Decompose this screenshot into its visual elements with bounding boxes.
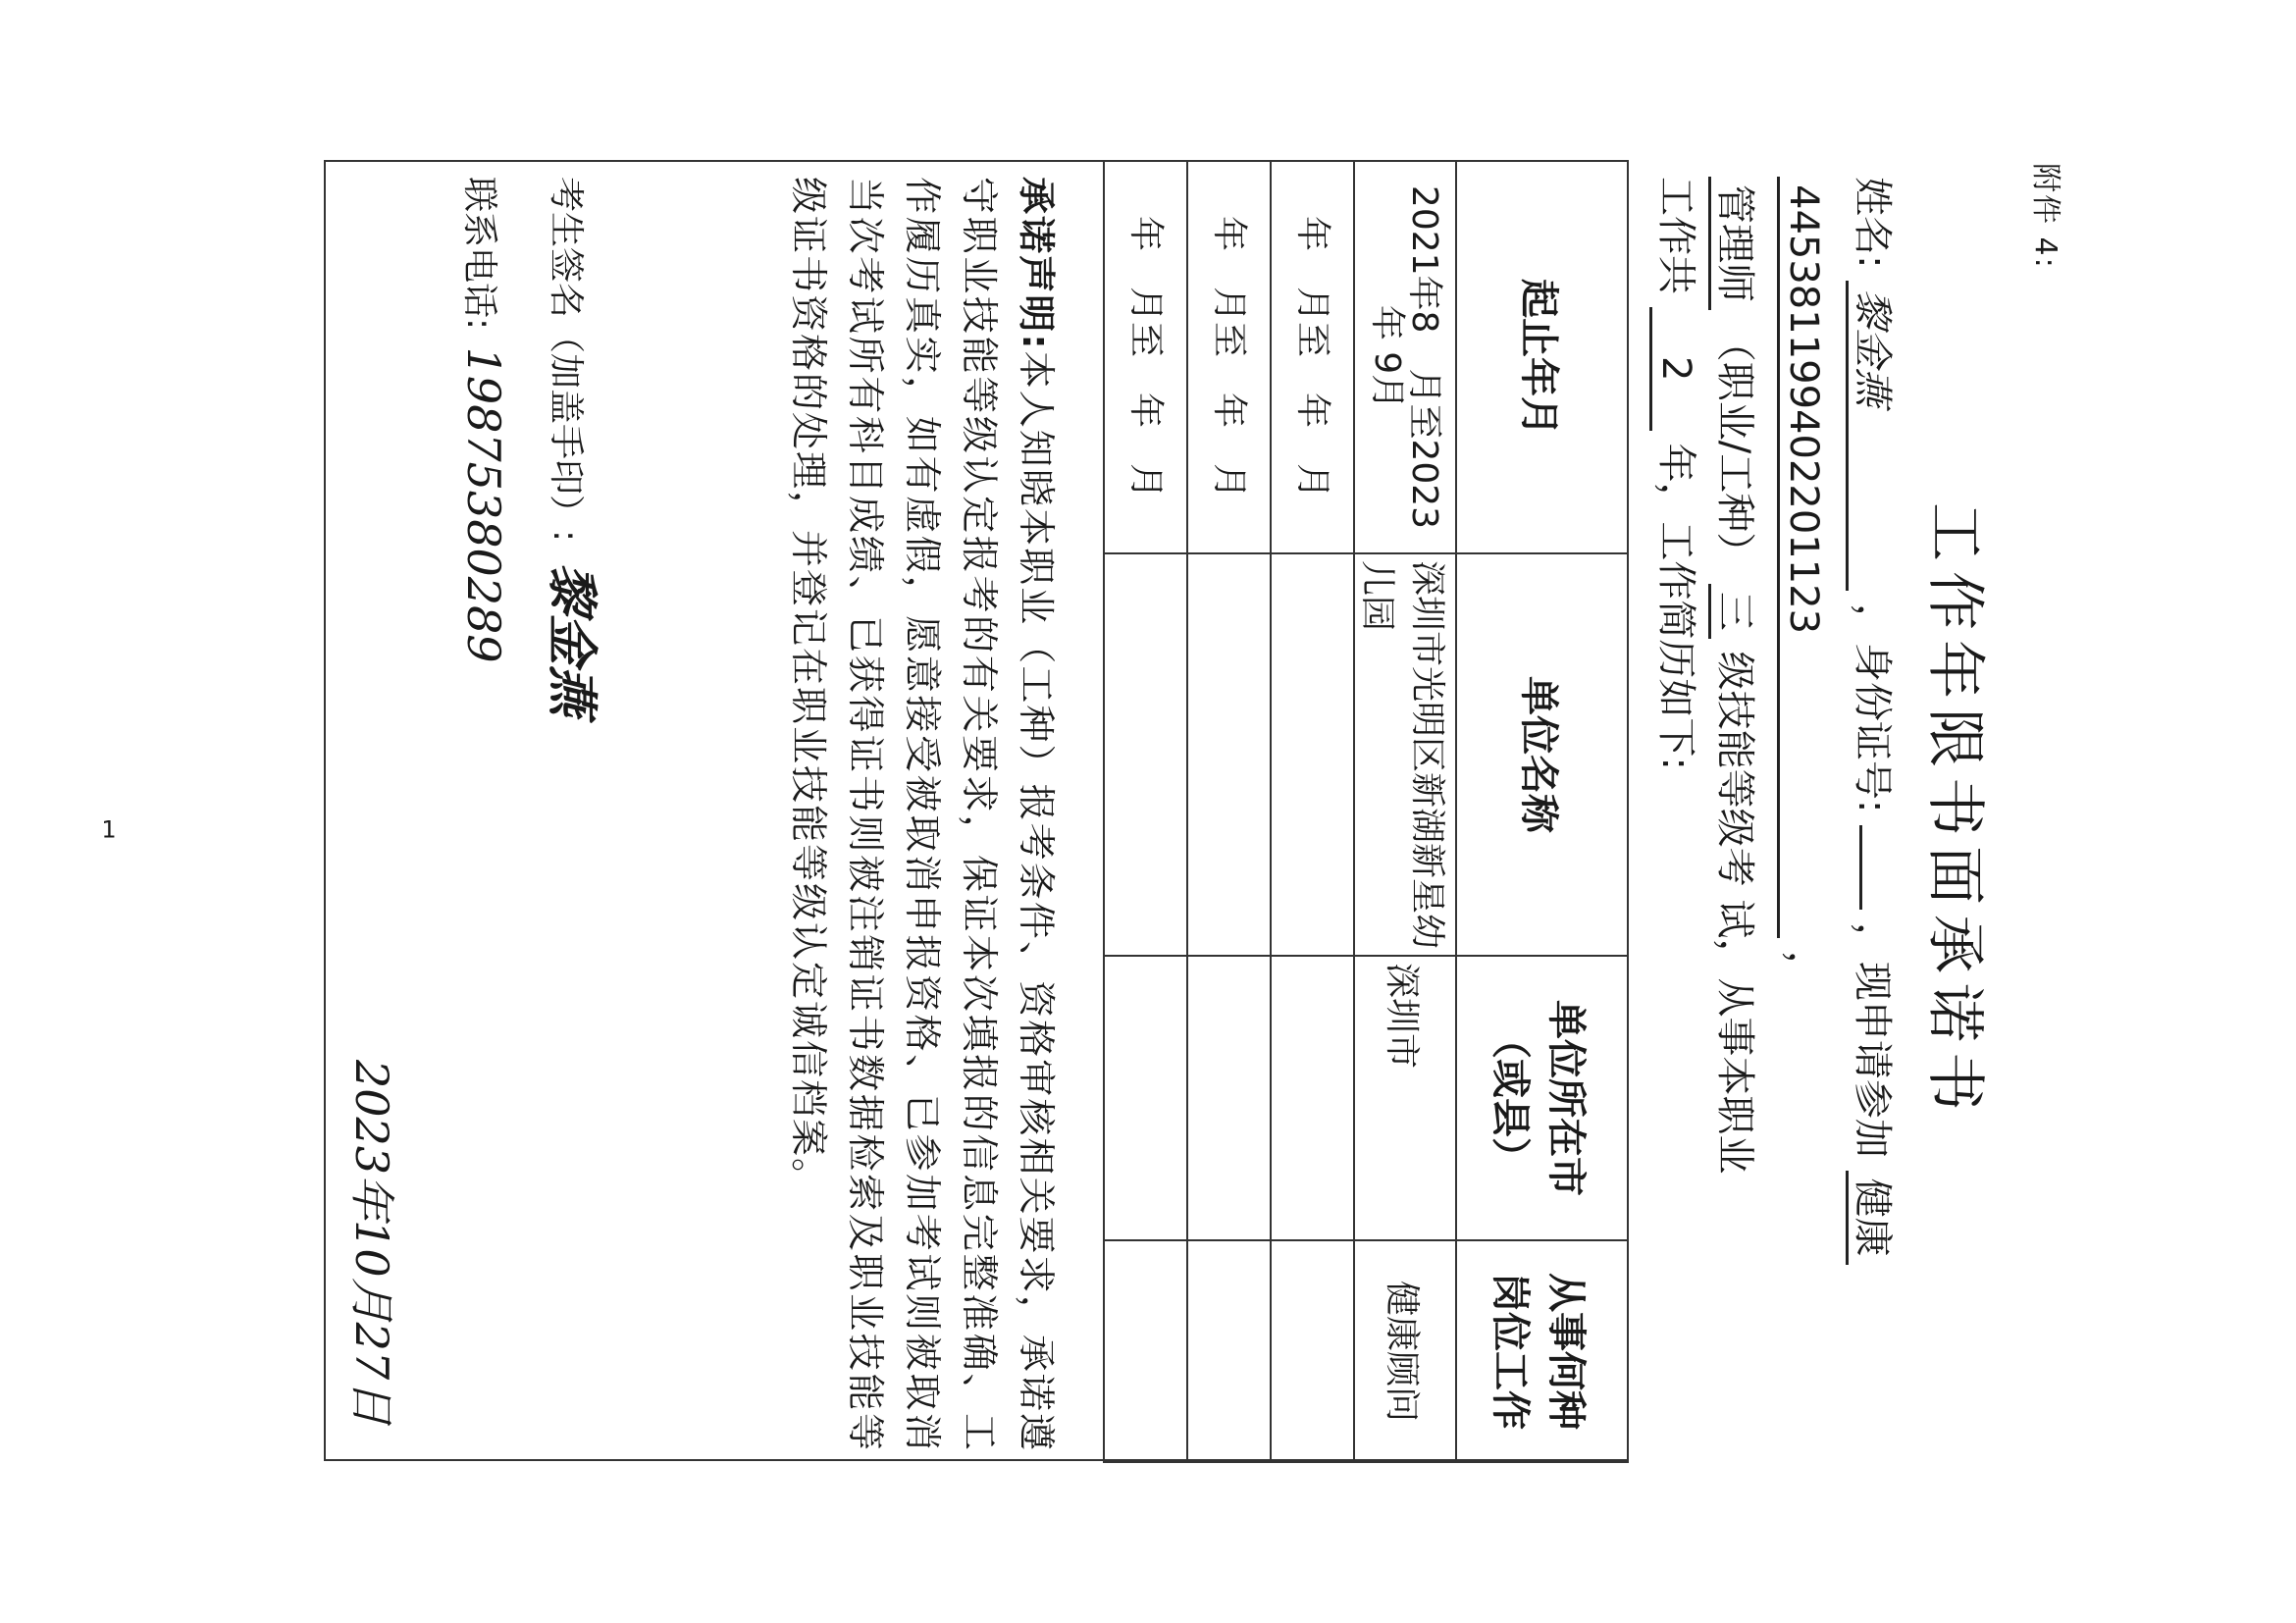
comma-separator: ， [1781, 950, 1826, 990]
job-cell: 健康顾问 [1354, 1240, 1456, 1462]
unit-name-cell: 深圳市光明区新湖新星幼儿园 [1354, 553, 1456, 956]
id-number-field: 445381199402201123 [1777, 177, 1827, 938]
contact-phone: 19875380289 [457, 346, 510, 663]
id-field-blank [1859, 825, 1862, 910]
years-line [1649, 177, 1699, 770]
period-cell: 年 月至 年 月 [1271, 161, 1354, 553]
signature-row [540, 177, 613, 716]
name-label: 姓名: [1850, 177, 1895, 269]
unit-city-cell [1271, 956, 1354, 1240]
unit-city-header [1456, 956, 1628, 1240]
years-text: 年，工作简历如下: [1653, 443, 1698, 770]
occupation-field-part1: 健康 [1846, 1171, 1896, 1265]
level-text: 级技能等级考 试，从事本职业 [1712, 651, 1757, 1175]
signing-date: 2023年10月27日 [345, 1060, 398, 1426]
job-cell [1104, 1240, 1187, 1462]
period-cell [1354, 161, 1456, 553]
job-header-line2: 岗位工作 [1487, 1273, 1534, 1430]
unit-city-cell [1104, 956, 1187, 1240]
page-number: 1 [101, 815, 117, 844]
period-line1: 2021年8 月至2023 [1404, 184, 1444, 530]
period-cell: 年 月至 年 月 [1187, 161, 1271, 553]
job-cell [1271, 1240, 1354, 1462]
unit-name-cell [1271, 553, 1354, 956]
occupation-field-part2: 管理师 [1708, 177, 1758, 310]
unit-name-cell [1187, 553, 1271, 956]
job-cell [1187, 1240, 1271, 1462]
unit-name-header: 单位名称 [1456, 553, 1628, 956]
signature-label: 考生签名（加盖手印）: [546, 177, 586, 543]
occupation-line [1708, 177, 1758, 1174]
apply-text: ，现申请参加 [1850, 921, 1895, 1158]
table-row [1104, 161, 1187, 1462]
occupation-paren-text: （职业/工种） [1712, 322, 1757, 572]
unit-city-header-line2: （或县） [1487, 1020, 1534, 1177]
job-header [1456, 1240, 1628, 1462]
unit-city-header-line1: 单位所在市 [1543, 1000, 1590, 1196]
unit-city-cell: 深圳市 [1354, 956, 1456, 1240]
unit-city-cell [1187, 956, 1271, 1240]
attachment-label: 附件 4: [2028, 163, 2062, 270]
table-row [1187, 161, 1271, 1462]
table-row [1271, 161, 1354, 1462]
pledge-statement [780, 177, 1065, 1452]
id-line [1777, 177, 1827, 990]
document-title: 工作年限书面承诺书 [1920, 502, 1989, 1121]
contact-label: 联系电话: [459, 177, 499, 331]
name-line [1846, 177, 1896, 1265]
job-header-line1: 从事何种 [1543, 1273, 1590, 1430]
period-line2: 年 9月 [1367, 304, 1407, 410]
contact-row [457, 177, 510, 663]
table-header-row [1456, 161, 1628, 1462]
name-field: 黎金燕 [1846, 281, 1896, 591]
period-cell: 年 月至 年 月 [1104, 161, 1187, 553]
pledge-text: 本人知晓本职业（工种）报考条件、资格审核相关要求，承诺遵守职业技能等级认定报考的有关要求，保证本次填报的信息完整准确、工作履历真实，如有虚假，愿意接受被取消申报资格、已参加考试则被取消当次考试所有科目成绩、已获得证书则被注销证书数据检索及职业技能等级证书资格的处理，并登记在职业技能等级认定诚信档案。 [787, 177, 1058, 1452]
years-label: 工作共 [1653, 177, 1698, 294]
period-header: 起止年月 [1456, 161, 1628, 553]
work-history-table [1103, 160, 1629, 1463]
unit-name-cell [1104, 553, 1187, 956]
pledge-label: 承诺声明: [1015, 177, 1058, 351]
years-field: 2 [1649, 307, 1699, 431]
handwritten-signature: 黎金燕 [542, 562, 601, 716]
table-row [1354, 161, 1456, 1462]
level-field: 三 [1708, 584, 1758, 639]
id-label: ，身份证号: [1850, 602, 1895, 813]
